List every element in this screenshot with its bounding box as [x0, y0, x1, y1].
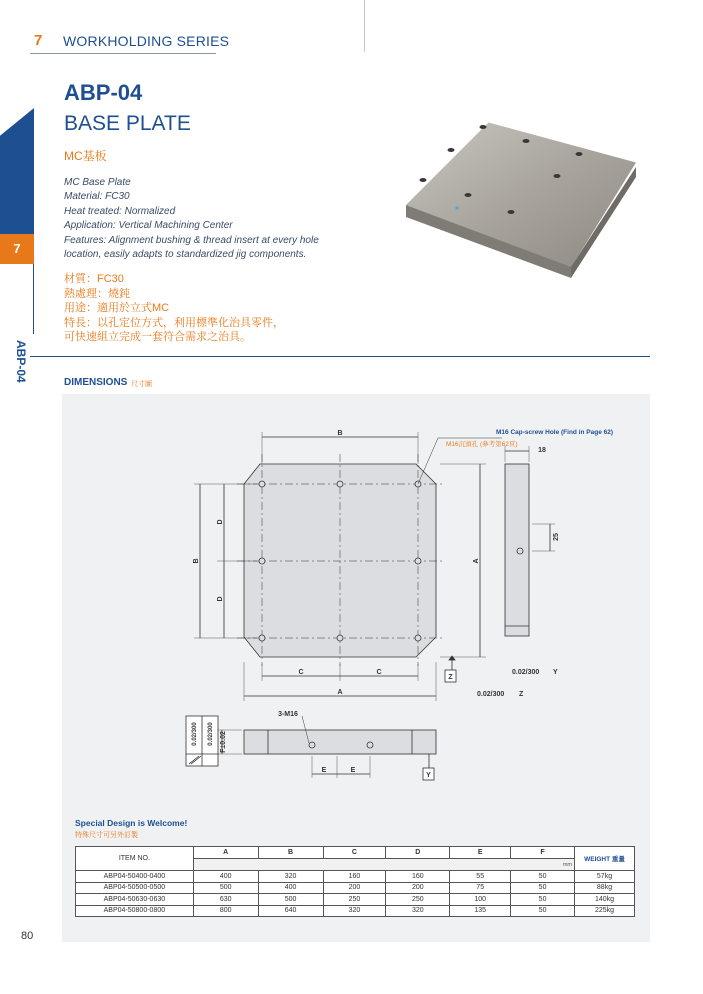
desc-line: Material: FC30 — [64, 191, 130, 203]
cell-c: 200 — [323, 882, 386, 894]
cell-e: 100 — [450, 894, 511, 906]
header-weight: WEIGHT 重量 — [575, 847, 635, 871]
cell-e: 75 — [450, 882, 511, 894]
tap-label: 3-M16 — [278, 711, 298, 718]
cell-item: ABP04-50800-0800 — [76, 905, 194, 917]
sidebar-code-wrap — [14, 340, 30, 388]
cell-b: 640 — [258, 905, 323, 917]
section-rule — [30, 356, 650, 357]
desc-cn-line: 用途：適用於立式MC — [64, 302, 170, 315]
dim-label-b-left: B — [193, 558, 200, 564]
header-f: F — [511, 847, 575, 859]
cell-weight: 57kg — [575, 871, 635, 883]
cell-c: 250 — [323, 894, 386, 906]
hole-note: M16 Cap-screw Hole (Find in Page 62) — [496, 429, 614, 436]
desc-line: Heat treated: Normalized — [64, 205, 176, 217]
table-header-row — [76, 847, 635, 859]
sidebar-rule — [33, 264, 34, 334]
cell-item: ABP04-50400-0400 — [76, 871, 194, 883]
cell-a: 400 — [193, 871, 258, 883]
page-number: 80 — [21, 930, 34, 942]
cell-weight: 225kg — [575, 905, 635, 917]
header-b: B — [258, 847, 323, 859]
table-row — [76, 882, 635, 894]
spec-table — [75, 846, 635, 917]
cell-f: 50 — [511, 894, 575, 906]
flatness-y: 0.02/300 — [512, 669, 540, 676]
cell-e: 55 — [450, 871, 511, 883]
cell-b: 500 — [258, 894, 323, 906]
desc-cn-line: 特長：以孔定位方式，利用標準化治具零件， — [64, 316, 284, 329]
datum-z: Z — [448, 674, 453, 681]
series-title: WORKHOLDING SERIES — [63, 33, 230, 49]
product-name-cn: MC基板 — [64, 149, 107, 163]
cell-weight: 88kg — [575, 882, 635, 894]
dim-label-a-bottom: A — [337, 689, 343, 696]
dim-label-f: F±0.02 — [220, 731, 227, 753]
sidebar-blue-band — [0, 108, 34, 234]
dim-label-c-left: C — [298, 669, 304, 676]
sidebar-product-code: ABP-04 — [14, 340, 28, 383]
cell-b: 400 — [258, 882, 323, 894]
flatness-z-ref: Z — [519, 691, 524, 698]
cell-item: ABP04-50630-0630 — [76, 894, 194, 906]
unit-label: mm — [193, 859, 574, 871]
desc-cn-line: 材質：FC30 — [64, 273, 124, 285]
cell-f: 50 — [511, 882, 575, 894]
dim-label-a-right: A — [473, 558, 480, 564]
product-name: BASE PLATE — [64, 112, 191, 135]
cell-d: 200 — [386, 882, 450, 894]
dim-label-e-left: E — [321, 767, 327, 774]
flatness-z: 0.02/300 — [477, 691, 505, 698]
header-item-no: ITEM NO. — [76, 847, 194, 871]
cell-b: 320 — [258, 871, 323, 883]
dim-label-c-right: C — [376, 669, 382, 676]
table-row — [76, 894, 635, 906]
cell-f: 50 — [511, 871, 575, 883]
special-design-title: Special Design is Welcome! — [75, 818, 188, 828]
desc-line: MC Base Plate — [64, 177, 131, 188]
dimensions-title-cn: 尺寸圖 — [131, 381, 152, 388]
cell-c: 320 — [323, 905, 386, 917]
desc-line: location, easily adapts to standardized jig components. — [64, 249, 307, 261]
plate-outline-front — [244, 730, 436, 754]
cell-f: 50 — [511, 905, 575, 917]
dim-label-d-upper: D — [217, 519, 224, 525]
parallelism-2: 0.02/300 — [208, 722, 214, 746]
cell-a: 630 — [193, 894, 258, 906]
product-description-cn — [64, 272, 284, 345]
header-underline — [30, 53, 216, 54]
desc-cn-line: 可快速組立完成一套符合需求之治具。 — [64, 331, 251, 344]
chapter-number: 7 — [34, 32, 43, 49]
parallelism-1: 0.02/300 — [192, 722, 198, 746]
cell-d: 250 — [386, 894, 450, 906]
header-d: D — [386, 847, 450, 859]
product-description — [64, 176, 319, 262]
cell-d: 160 — [386, 871, 450, 883]
header-a: A — [193, 847, 258, 859]
dim-label-25: 25 — [553, 533, 560, 541]
special-design-title-cn: 特殊尺寸可另外訂製 — [75, 832, 138, 839]
table-row — [76, 871, 635, 883]
cell-item: ABP04-50500-0500 — [76, 882, 194, 894]
header-e: E — [450, 847, 511, 859]
desc-line: Features: Alignment bushing & thread insert at every hole — [64, 234, 319, 246]
dim-label-e-right: E — [350, 767, 356, 774]
header-c: C — [323, 847, 386, 859]
cell-a: 800 — [193, 905, 258, 917]
table-row — [76, 905, 635, 917]
base-plate-photo — [383, 92, 688, 302]
dimensions-title: DIMENSIONS — [64, 377, 128, 388]
datum-y: Y — [426, 772, 431, 779]
cell-d: 320 — [386, 905, 450, 917]
product-code: ABP-04 — [64, 80, 143, 105]
cell-weight: 140kg — [575, 894, 635, 906]
dim-label-b-top: B — [337, 430, 343, 437]
desc-cn-line: 熱處理：燒鈍 — [64, 287, 130, 300]
desc-line: Application: Vertical Machining Center — [64, 220, 233, 232]
sidebar-chapter-number: 7 — [13, 241, 21, 256]
cell-a: 500 — [193, 882, 258, 894]
dim-label-18: 18 — [538, 447, 546, 454]
cell-e: 135 — [450, 905, 511, 917]
dim-label-d-lower: D — [217, 596, 224, 602]
header-divider — [364, 0, 365, 52]
flatness-y-ref: Y — [553, 669, 558, 676]
hole-note-cn: M16沉頭孔 (參考第62頁) — [446, 441, 518, 448]
cell-c: 160 — [323, 871, 386, 883]
